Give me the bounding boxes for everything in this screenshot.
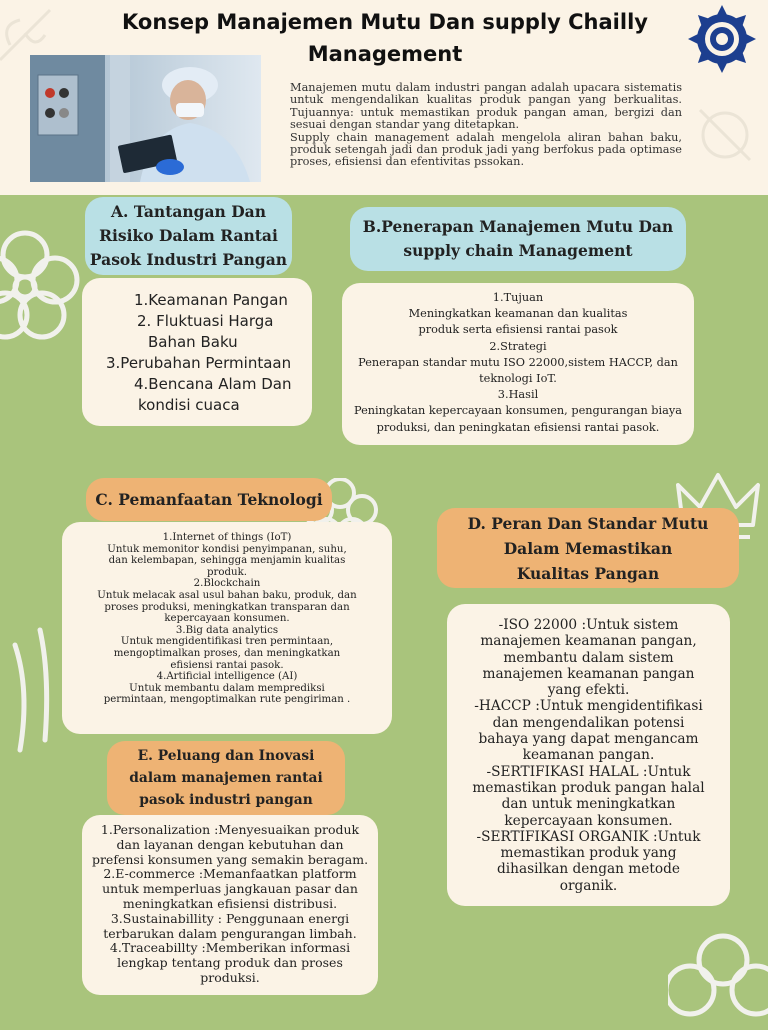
list-item: kepercayaan konsumen. bbox=[164, 613, 290, 625]
list-item: 4.Bencana Alam Dan bbox=[134, 375, 292, 393]
list-item: yang efekti. bbox=[547, 682, 630, 699]
leaf-doodle-right bbox=[690, 100, 760, 170]
section-d-header bbox=[437, 508, 739, 588]
section-c-card bbox=[62, 522, 392, 734]
list-item: 2. Fluktuasi Harga bbox=[137, 312, 274, 330]
list-item: Untuk membantu dalam memprediksi bbox=[129, 682, 325, 694]
list-item: dihasilkan dengan metode bbox=[497, 861, 680, 878]
list-item: manajemen keamanan pangan, bbox=[480, 633, 697, 650]
list-item: manajemen keamanan pangan bbox=[482, 665, 695, 682]
section-e-header bbox=[107, 741, 345, 815]
list-item: dan untuk meningkatkan bbox=[501, 796, 676, 813]
list-item: produk serta efisiensi rantai pasok bbox=[418, 323, 618, 337]
list-item: proses produksi, meningkatkan transparan dan bbox=[104, 601, 350, 613]
header-panel bbox=[0, 0, 768, 195]
list-item: lengkap tentang produk dan proses bbox=[117, 955, 343, 971]
flower-doodle-left bbox=[0, 230, 80, 340]
section-d-card bbox=[447, 604, 730, 906]
list-item: efisiensi rantai pasok. bbox=[170, 659, 284, 671]
list-item: 1.Internet of things (IoT) bbox=[162, 532, 292, 543]
list-item: prefensi konsumen yang semakin beragam. bbox=[91, 851, 369, 867]
section-c-title: C. Pemanfaatan Teknologi bbox=[95, 490, 323, 509]
list-item: -ISO 22000 :Untuk sistem bbox=[498, 617, 679, 633]
list-item: mengoptimalkan proses, dan meningkatkan bbox=[113, 647, 341, 659]
list-item: 3.Sustainabillity : Penggunaan energi bbox=[110, 910, 350, 926]
section-a-title: A. Tantangan Dan Risiko Dalam Rantai Pasok Industri Pangan bbox=[89, 202, 288, 269]
list-item: 2.Strategi bbox=[489, 339, 547, 353]
section-b-header bbox=[350, 207, 686, 271]
lab-worker-photo bbox=[30, 55, 261, 182]
list-item: 2.Blockchain bbox=[193, 578, 261, 590]
section-d-title: D. Peran Dan Standar Mutu Dalam Memastikan Kualitas Pangan bbox=[467, 513, 709, 583]
list-item: dan mengendalikan potensi bbox=[492, 714, 685, 731]
list-item: -SERTIFIKASI HALAL :Untuk bbox=[486, 763, 691, 780]
list-item: 3.Perubahan Permintaan bbox=[106, 354, 292, 372]
list-item: 4.Artificial intelligence (AI) bbox=[156, 671, 298, 683]
section-a-card bbox=[82, 278, 312, 426]
section-b-card bbox=[342, 283, 694, 445]
list-item: 2.E-commerce :Memanfaatkan platform bbox=[103, 866, 357, 882]
page-title: Konsep Manajemen Mutu Dan supply Chailly Management bbox=[122, 10, 648, 66]
list-item: 4.Traceabillty :Memberikan informasi bbox=[109, 940, 351, 956]
list-item: kepercayaan konsumen. bbox=[504, 812, 673, 829]
section-b-title: B.Penerapan Manajemen Mutu Dan supply chain Management bbox=[362, 217, 674, 260]
list-item: Meningkatkan keamanan dan kualitas bbox=[408, 307, 628, 321]
flower-doodle-bottom-right bbox=[668, 930, 768, 1030]
list-item: 3.Big data analytics bbox=[175, 624, 279, 636]
list-item: 1.Tujuan bbox=[492, 291, 544, 304]
list-item: meningkatkan efisiensi distribusi. bbox=[122, 895, 338, 911]
list-item: 1.Keamanan Pangan bbox=[134, 291, 288, 309]
list-item: produksi. bbox=[200, 969, 260, 985]
list-item: teknologi IoT. bbox=[479, 372, 557, 386]
list-item: dan layanan dengan kebutuhan dan bbox=[116, 836, 344, 852]
intro-supply-paragraph: Supply chain management adalah mengelola aliran bahan baku, produk setengah jadi dan produk jadi yang berfokus pada optimase proses, efisiensi dan efentivitas pssokan. bbox=[290, 130, 682, 169]
list-item: terbarukan dalam pengurangan limbah. bbox=[103, 925, 357, 941]
list-item: Peningkatan kepercayaan konsumen, pengurangan biaya bbox=[353, 404, 683, 418]
list-item: Untuk memonitor kondisi penyimpanan, suhu, bbox=[107, 543, 347, 555]
list-item: -HACCP :Untuk mengidentifikasi bbox=[474, 698, 703, 715]
intro-quality-paragraph: Manajemen mutu dalam industri pangan adalah upacara sistematis untuk mengendalikan kualitas produk pangan yang berkualitas. Tujuannya: untuk memastikan produk pangan aman, bergizi dan sesuai dengan standar yang ditetapkan. bbox=[290, 81, 682, 132]
list-item: Untuk mengidentifikasi tren permintaan, bbox=[120, 636, 334, 648]
section-e-card bbox=[82, 815, 378, 995]
list-item: memastikan produk yang bbox=[500, 845, 677, 862]
list-item: -SERTIFIKASI ORGANIK :Untuk bbox=[476, 828, 701, 845]
list-item: memastikan produk pangan halal bbox=[472, 779, 705, 796]
list-item: keamanan pangan. bbox=[522, 747, 655, 764]
list-item: untuk memperluas jangkauan pasar dan bbox=[102, 881, 358, 897]
section-e-title: E. Peluang dan Inovasi dalam manajemen rantai pasok industri pangan bbox=[129, 748, 323, 808]
list-item: bahaya yang dapat mengancam bbox=[478, 731, 699, 748]
university-seal-icon bbox=[683, 4, 761, 74]
list-item: kondisi cuaca bbox=[138, 396, 240, 414]
list-item: Bahan Baku bbox=[148, 333, 238, 351]
list-item: produk. bbox=[206, 566, 248, 578]
section-c-header bbox=[86, 478, 332, 521]
list-item: organik. bbox=[559, 877, 618, 894]
list-item: membantu dalam sistem bbox=[503, 649, 674, 666]
list-item: dan kelembapan, sehingga menjamin kualitas bbox=[108, 555, 346, 567]
list-item: permintaan, mengoptimalkan rute pengiriman . bbox=[103, 694, 351, 706]
list-item: Untuk melacak asal usul bahan baku, produk, dan bbox=[97, 589, 357, 601]
list-item: 1.Personalization :Menyesuaikan produk bbox=[100, 822, 360, 837]
list-item: produksi, dan peningkatan efisiensi rantai pasok. bbox=[376, 420, 660, 434]
section-a-header bbox=[85, 197, 292, 275]
list-item: Penerapan standar mutu ISO 22000,sistem HACCP, dan bbox=[358, 355, 678, 369]
list-item: 3.Hasil bbox=[497, 388, 539, 402]
intro-text bbox=[290, 82, 682, 169]
